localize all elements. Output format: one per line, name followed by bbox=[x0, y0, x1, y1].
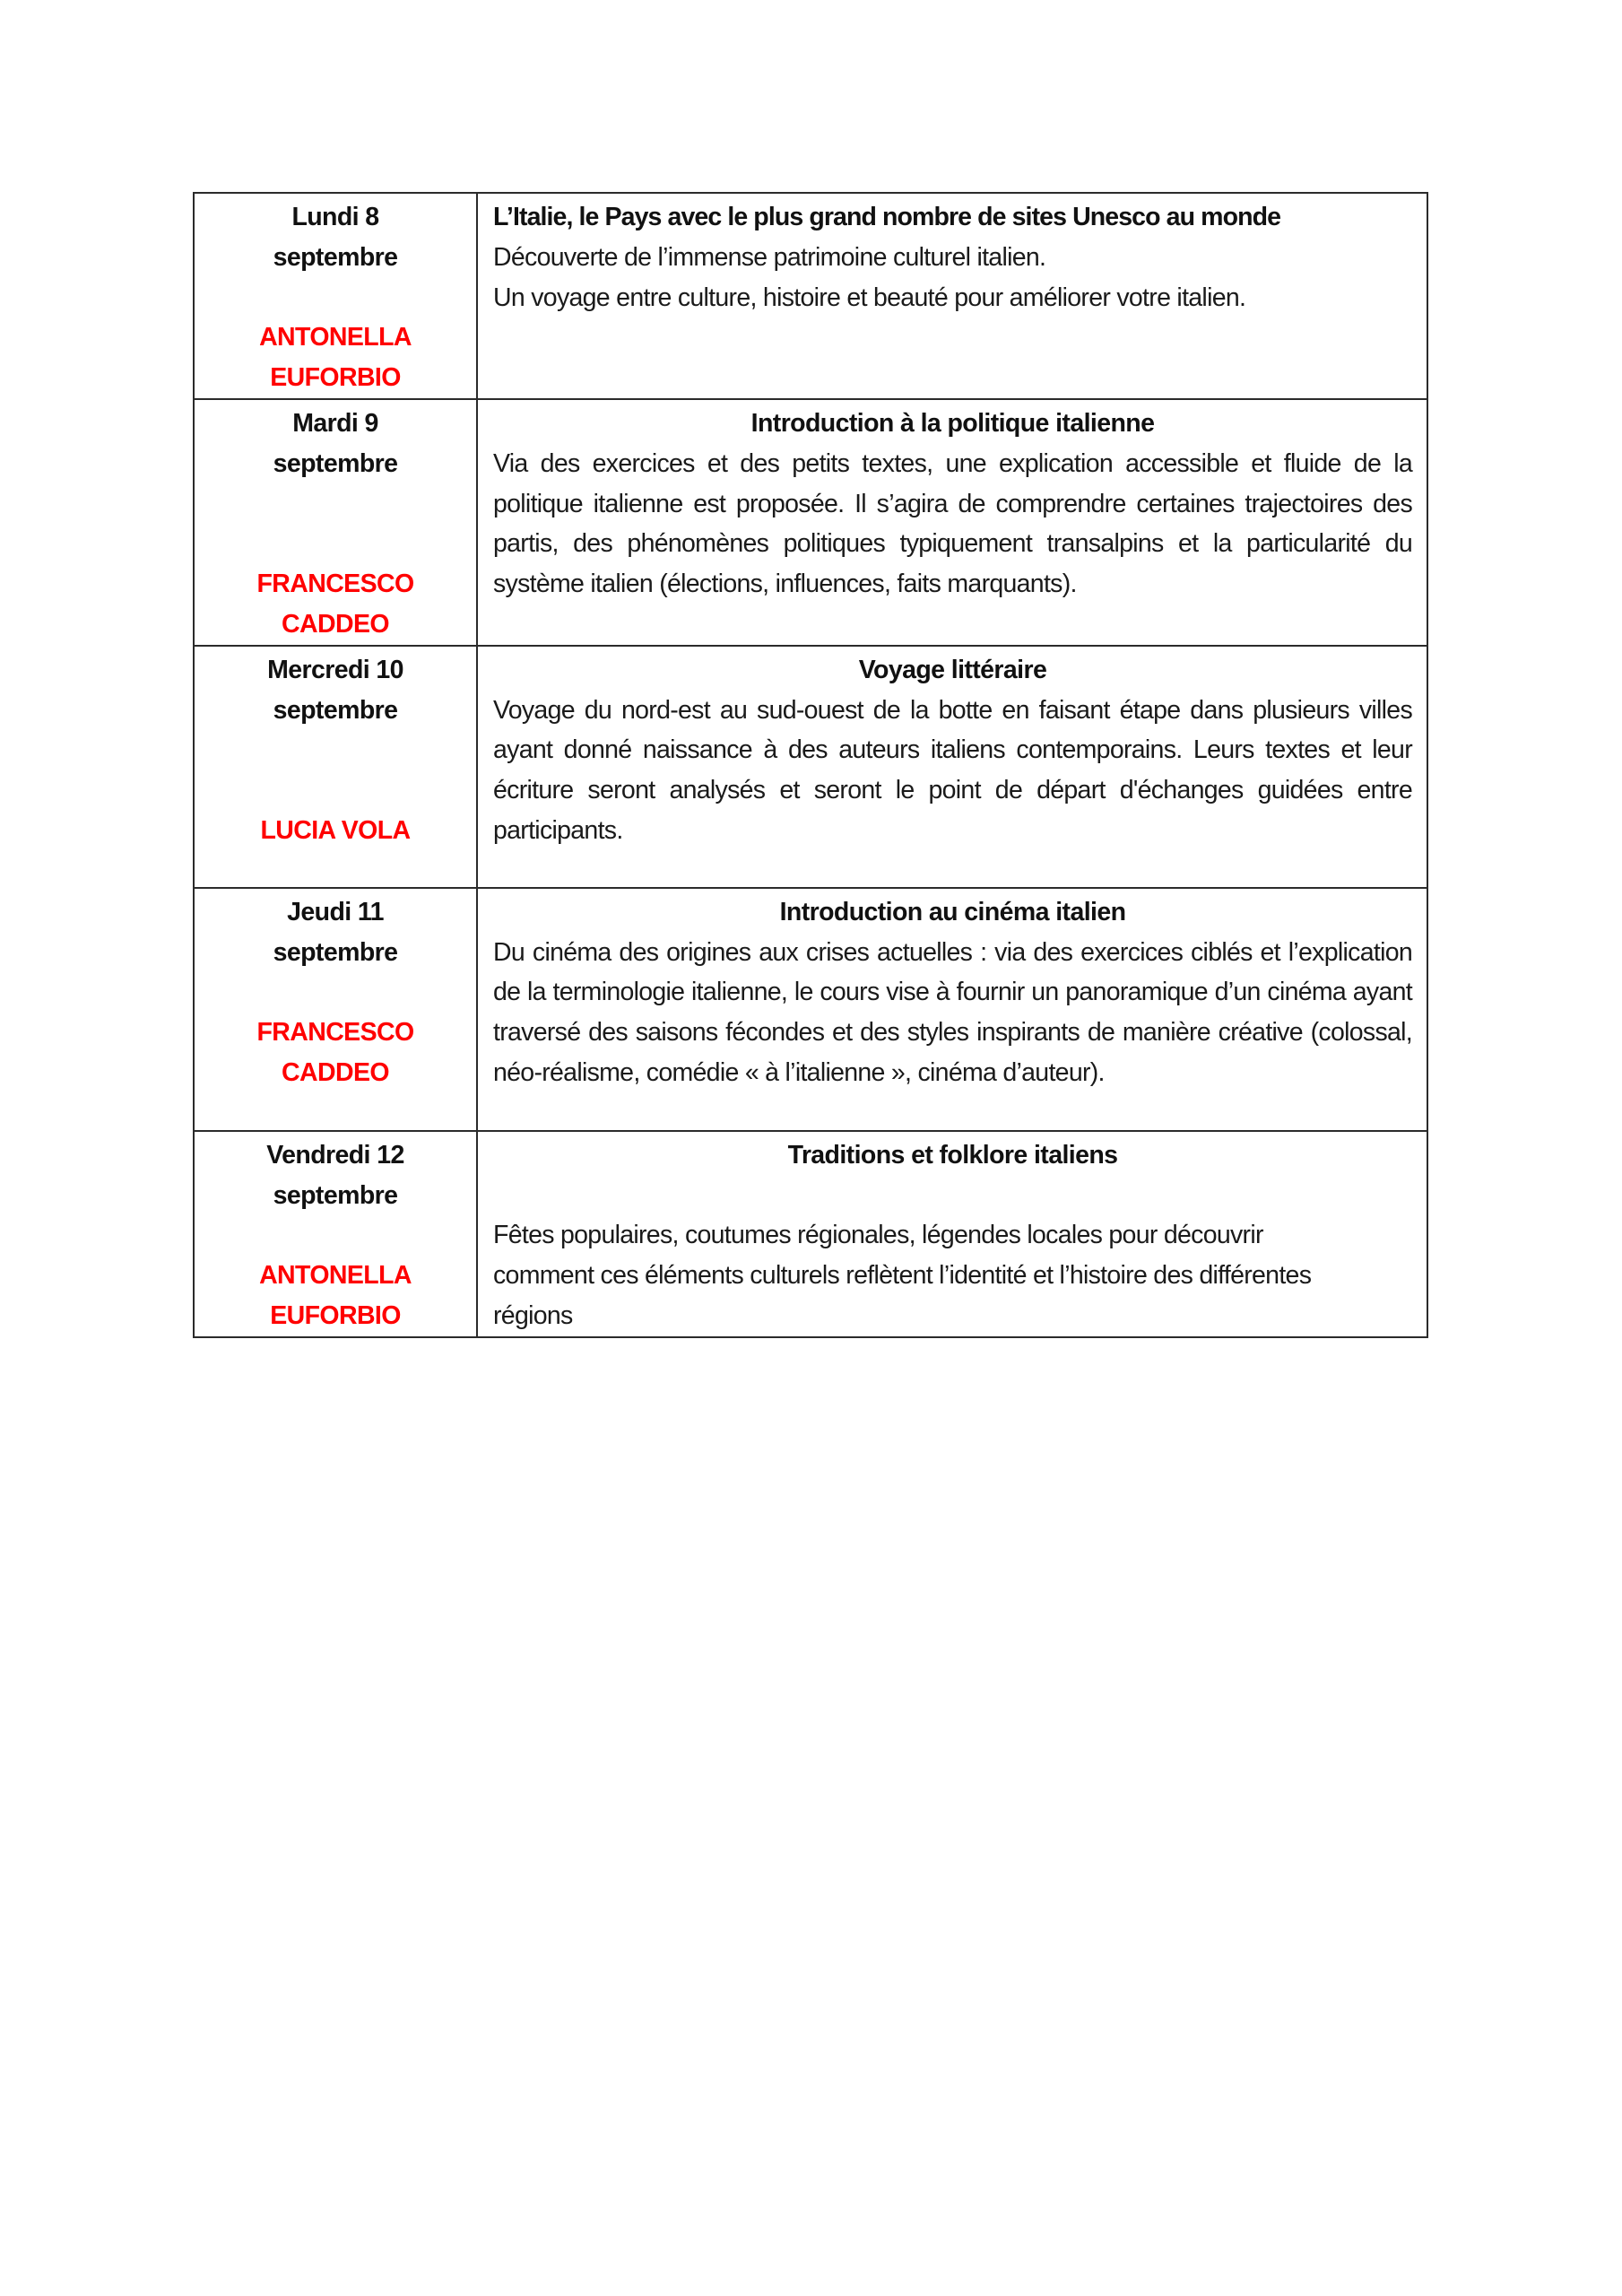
spacer bbox=[200, 1215, 471, 1256]
course-description-cell bbox=[477, 646, 1427, 888]
table-row bbox=[194, 646, 1427, 888]
course-description-cell bbox=[477, 193, 1427, 399]
spacer bbox=[493, 1176, 1412, 1216]
spacer bbox=[200, 524, 471, 564]
month-label: septembre bbox=[273, 1180, 398, 1210]
spacer bbox=[200, 278, 471, 318]
day-label: Mercredi 10 bbox=[267, 655, 403, 684]
month-label: septembre bbox=[273, 448, 398, 478]
day-label: Lundi 8 bbox=[291, 203, 379, 231]
spacer bbox=[200, 770, 471, 811]
teacher-last-name: CADDEO bbox=[282, 1057, 389, 1087]
date-teacher-cell bbox=[194, 646, 477, 888]
day-label: Jeudi 11 bbox=[287, 897, 384, 926]
teacher-first-name: FRANCESCO bbox=[256, 1018, 414, 1048]
course-title: Introduction à la politique italienne bbox=[750, 409, 1155, 438]
course-description: Un voyage entre culture, histoire et beauté pour améliorer votre italien. bbox=[493, 283, 1246, 312]
teacher-first-name: ANTONELLA bbox=[259, 1261, 412, 1291]
teacher-last-name: EUFORBIO bbox=[270, 363, 401, 393]
teacher-last-name: EUFORBIO bbox=[270, 1300, 401, 1330]
spacer bbox=[200, 972, 471, 1013]
month-label: septembre bbox=[273, 242, 398, 272]
course-description: Découverte de l’immense patrimoine culturel italien. bbox=[493, 242, 1046, 272]
course-title: Introduction au cinéma italien bbox=[779, 897, 1126, 926]
day-label: Vendredi 12 bbox=[266, 1140, 404, 1170]
course-description: Via des exercices et des petits textes, une explication accessible et fluide de la politique italienne est proposée. Il s’agira de comprendre certaines trajectoires des partis, des phénomènes politiques typiquement transalpins et la particularité du système italien (élections, influences, faits marquants). bbox=[493, 448, 1412, 599]
course-description: Voyage du nord-est au sud-ouest de la botte en faisant étape dans plusieurs villes ayant donné naissance à des auteurs italiens contemporains. Leurs textes et leur écriture seront analysés et seront le point de départ d'échanges guidées entre participants. bbox=[493, 695, 1412, 845]
date-teacher-cell bbox=[194, 193, 477, 399]
table-row bbox=[194, 399, 1427, 646]
day-label: Mardi 9 bbox=[292, 409, 378, 438]
table-row bbox=[194, 888, 1427, 1131]
teacher-last-name: CADDEO bbox=[282, 609, 389, 639]
course-title: Voyage littéraire bbox=[858, 655, 1047, 684]
date-teacher-cell bbox=[194, 1131, 477, 1337]
course-title: L’Italie, le Pays avec le plus grand nombre de sites Unesco au monde bbox=[493, 203, 1281, 231]
date-teacher-cell bbox=[194, 399, 477, 646]
course-schedule-table bbox=[193, 192, 1428, 1338]
course-title: Traditions et folklore italiens bbox=[787, 1140, 1118, 1170]
course-description: Du cinéma des origines aux crises actuelles : via des exercices ciblés et l’explication de la terminologie italienne, le cours vise à fournir un panoramique d’un cinéma ayant traversé des saisons fécondes et des styles inspirants de manière créative (colossal, néo-réalisme, comédie « à l’italienne », cinéma d’auteur). bbox=[493, 937, 1412, 1087]
spacer bbox=[200, 484, 471, 525]
course-description-cell bbox=[477, 1131, 1427, 1337]
teacher-first-name: ANTONELLA bbox=[259, 323, 412, 352]
teacher-first-name: FRANCESCO bbox=[256, 570, 414, 599]
table-row bbox=[194, 193, 1427, 399]
course-description-cell bbox=[477, 399, 1427, 646]
table-row bbox=[194, 1131, 1427, 1337]
spacer bbox=[200, 730, 471, 770]
date-teacher-cell bbox=[194, 888, 477, 1131]
course-description-cell bbox=[477, 888, 1427, 1131]
month-label: septembre bbox=[273, 695, 398, 725]
month-label: septembre bbox=[273, 937, 398, 967]
teacher-name: LUCIA VOLA bbox=[260, 815, 411, 845]
course-description: Fêtes populaires, coutumes régionales, légendes locales pour découvrir comment ces éléments culturels reflètent l’identité et l’histoire des différentes régions bbox=[493, 1221, 1312, 1330]
